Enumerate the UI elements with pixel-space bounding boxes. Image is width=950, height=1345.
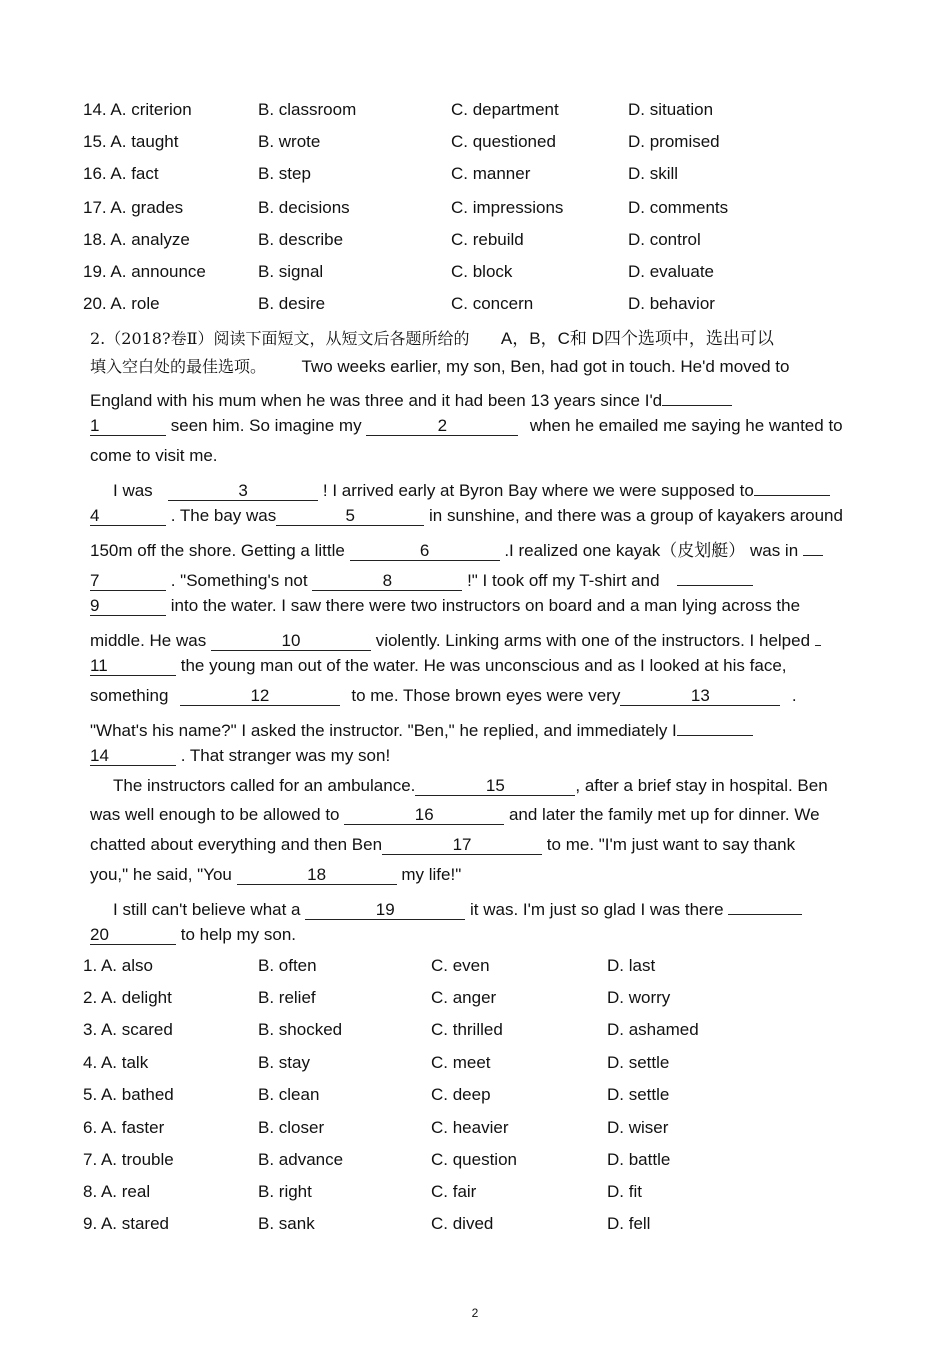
option-c: C. deep <box>431 1085 491 1104</box>
option-b: B. shocked <box>258 1020 343 1039</box>
passage-text: . "Something's not <box>170 571 308 590</box>
blank-6: 6 <box>350 541 500 561</box>
passage-text: to me. "I'm just want to say thank <box>546 835 796 854</box>
option-d: D. fell <box>607 1214 651 1233</box>
passage-text: chatted about everything and then Ben <box>90 835 383 854</box>
blank-10: 10 <box>211 631 371 651</box>
passage-text: you," he said, "You <box>90 865 232 884</box>
option-row <box>0 262 950 286</box>
passage-text: in sunshine, and there was a group of kayakers around <box>429 506 843 525</box>
blank-underline <box>662 386 732 406</box>
option-b: B. step <box>258 164 311 183</box>
option-b: B. wrote <box>258 132 321 151</box>
passage-line <box>90 416 880 440</box>
blank-4: 4 <box>90 506 166 526</box>
option-c: C. thrilled <box>431 1020 503 1039</box>
passage-text: it was. I'm just so glad I was there <box>469 900 724 919</box>
option-b: B. classroom <box>258 100 357 119</box>
option-c: C. anger <box>431 988 497 1007</box>
blank-2: 2 <box>366 416 518 436</box>
passage-line <box>90 324 880 348</box>
option-row <box>0 294 950 318</box>
option-a: 14. A. criterion <box>83 100 192 119</box>
blank-underline <box>677 716 753 736</box>
option-row <box>0 956 950 980</box>
option-c: C. meet <box>431 1053 491 1072</box>
passage-text: middle. He was <box>90 631 207 650</box>
option-a: 16. A. fact <box>83 164 159 183</box>
option-a: 8. A. real <box>83 1182 151 1201</box>
passage-text: !" I took off my T-shirt and <box>467 571 660 590</box>
option-row <box>0 1053 950 1077</box>
passage-text: , after a brief stay in hospital. Ben <box>575 776 828 795</box>
option-a: 20. A. role <box>83 294 160 313</box>
blank-13: 13 <box>620 686 780 706</box>
option-d: D. behavior <box>628 294 715 313</box>
option-c: C. questioned <box>451 132 556 151</box>
passage-line <box>90 746 880 770</box>
option-c: C. manner <box>451 164 531 183</box>
option-a: 6. A. faster <box>83 1118 165 1137</box>
option-a: 5. A. bathed <box>83 1085 174 1104</box>
blank-underline <box>754 476 830 496</box>
passage-text: was well enough to be allowed to <box>90 805 340 824</box>
blank-11: 11 <box>90 656 176 676</box>
option-a: 19. A. announce <box>83 262 206 281</box>
option-row <box>0 198 950 222</box>
option-row <box>0 988 950 1012</box>
option-a: 15. A. taught <box>83 132 179 151</box>
passage-line <box>90 354 880 378</box>
option-c: C. rebuild <box>451 230 524 249</box>
blank-19: 19 <box>305 900 465 920</box>
passage-text: violently. Linking arms with one of the instructors. I helped <box>375 631 811 650</box>
passage-text: "What's his name?" I asked the instructor. "Ben," he replied, and immediately I <box>90 721 677 740</box>
option-c: C. heavier <box>431 1118 509 1137</box>
blank-5: 5 <box>276 506 424 526</box>
option-b: B. desire <box>258 294 326 313</box>
option-row <box>0 230 950 254</box>
passage-line <box>90 686 880 710</box>
blank-3: 3 <box>168 481 318 501</box>
option-a: 4. A. talk <box>83 1053 149 1072</box>
blank-17: 17 <box>382 835 542 855</box>
option-a: 18. A. analyze <box>83 230 190 249</box>
section-intro-2: 填入空白处的最佳选项。 <box>90 357 267 376</box>
blank-8: 8 <box>312 571 462 591</box>
option-d: D. ashamed <box>607 1020 699 1039</box>
option-b: B. often <box>258 956 317 975</box>
option-row <box>0 1020 950 1044</box>
passage-text: something <box>90 686 169 705</box>
passage-text: England with his mum when he was three and it had been 13 years since I'd <box>90 391 663 410</box>
blank-underline <box>677 566 753 586</box>
passage-line <box>90 386 880 410</box>
blank-7: 7 <box>90 571 166 591</box>
blank-underline <box>803 536 823 556</box>
blank-9: 9 <box>90 596 166 616</box>
section-intro-options: A，B，C和 D四个选项中，选出可以 <box>500 329 774 348</box>
option-d: D. comments <box>628 198 729 217</box>
blank-underline <box>728 895 802 915</box>
option-c: C. fair <box>431 1182 477 1201</box>
passage-text: . <box>791 686 797 705</box>
passage-text: to help my son. <box>180 925 297 944</box>
passage-line <box>113 895 903 919</box>
passage-line <box>90 566 880 590</box>
passage-line <box>90 596 880 620</box>
passage-line <box>90 716 880 740</box>
page-number: 2 <box>471 1306 479 1320</box>
option-c: C. even <box>431 956 490 975</box>
option-c: C. concern <box>451 294 534 313</box>
option-d: D. battle <box>607 1150 671 1169</box>
option-d: D. skill <box>628 164 679 183</box>
option-b: B. describe <box>258 230 344 249</box>
blank-16: 16 <box>344 805 504 825</box>
option-b: B. right <box>258 1182 312 1201</box>
passage-text: .I realized one kayak（皮划艇） was in <box>504 541 799 560</box>
option-c: C. block <box>451 262 513 281</box>
option-row <box>0 100 950 124</box>
blank-underline <box>815 626 821 646</box>
passage-text: come to visit me. <box>90 446 218 465</box>
passage-text: ! I arrived early at Byron Bay where we were supposed to <box>322 481 754 500</box>
passage-text: . The bay was <box>170 506 277 525</box>
option-row <box>0 1182 950 1206</box>
option-row <box>0 1118 950 1142</box>
option-b: B. decisions <box>258 198 350 217</box>
passage-text: my life!" <box>401 865 462 884</box>
option-d: D. control <box>628 230 701 249</box>
passage-text: to me. Those brown eyes were very <box>351 686 621 705</box>
passage-line <box>90 536 880 560</box>
option-d: D. settle <box>607 1053 670 1072</box>
option-row <box>0 1085 950 1109</box>
option-a: 7. A. trouble <box>83 1150 174 1169</box>
passage-line <box>90 925 880 949</box>
option-b: B. sank <box>258 1214 315 1233</box>
option-c: C. dived <box>431 1214 494 1233</box>
option-a: 17. A. grades <box>83 198 184 217</box>
option-row <box>0 164 950 188</box>
blank-12: 12 <box>180 686 340 706</box>
option-d: D. wiser <box>607 1118 669 1137</box>
passage-line <box>113 776 903 800</box>
passage-line <box>90 446 880 470</box>
option-d: D. fit <box>607 1182 642 1201</box>
option-row <box>0 132 950 156</box>
passage-text: the young man out of the water. He was unconscious and as I looked at his face, <box>180 656 787 675</box>
blank-20: 20 <box>90 925 176 945</box>
section-intro: 2.（2018?卷Ⅱ）阅读下面短文，从短文后各题所给的 <box>90 329 470 348</box>
passage-text: . That stranger was my son! <box>180 746 391 765</box>
passage-line <box>90 865 880 889</box>
option-b: B. advance <box>258 1150 344 1169</box>
blank-18: 18 <box>237 865 397 885</box>
option-a: 9. A. stared <box>83 1214 169 1233</box>
option-d: D. situation <box>628 100 714 119</box>
blank-15: 15 <box>415 776 575 796</box>
blank-1: 1 <box>90 416 166 436</box>
option-row <box>0 1214 950 1238</box>
passage-line <box>90 506 880 530</box>
option-c: C. impressions <box>451 198 564 217</box>
option-c: C. question <box>431 1150 517 1169</box>
passage-text: when he emailed me saying he wanted to <box>529 416 843 435</box>
option-a: 1. A. also <box>83 956 153 975</box>
passage-text: I still can't believe what a <box>113 900 301 919</box>
passage-line <box>90 805 880 829</box>
passage-line <box>90 656 880 680</box>
option-b: B. closer <box>258 1118 325 1137</box>
passage-text: The instructors called for an ambulance. <box>113 776 416 795</box>
option-d: D. worry <box>607 988 671 1007</box>
option-b: B. relief <box>258 988 316 1007</box>
option-d: D. promised <box>628 132 720 151</box>
passage-line <box>90 835 880 859</box>
passage-text: 150m off the shore. Getting a little <box>90 541 345 560</box>
passage-text: I was <box>113 481 153 500</box>
passage-line <box>113 476 903 500</box>
option-a: 2. A. delight <box>83 988 172 1007</box>
blank-14: 14 <box>90 746 176 766</box>
option-row <box>0 1150 950 1174</box>
option-b: B. stay <box>258 1053 310 1072</box>
passage-line <box>90 626 880 650</box>
passage-text: into the water. I saw there were two instructors on board and a man lying across the <box>170 596 801 615</box>
passage-text: Two weeks earlier, my son, Ben, had got in touch. He'd moved to <box>301 357 790 376</box>
option-b: B. clean <box>258 1085 320 1104</box>
option-d: D. evaluate <box>628 262 714 281</box>
option-c: C. department <box>451 100 559 119</box>
option-d: D. last <box>607 956 656 975</box>
option-a: 3. A. scared <box>83 1020 173 1039</box>
option-b: B. signal <box>258 262 324 281</box>
passage-text: seen him. So imagine my <box>170 416 362 435</box>
passage-text: and later the family met up for dinner. We <box>508 805 820 824</box>
option-d: D. settle <box>607 1085 670 1104</box>
